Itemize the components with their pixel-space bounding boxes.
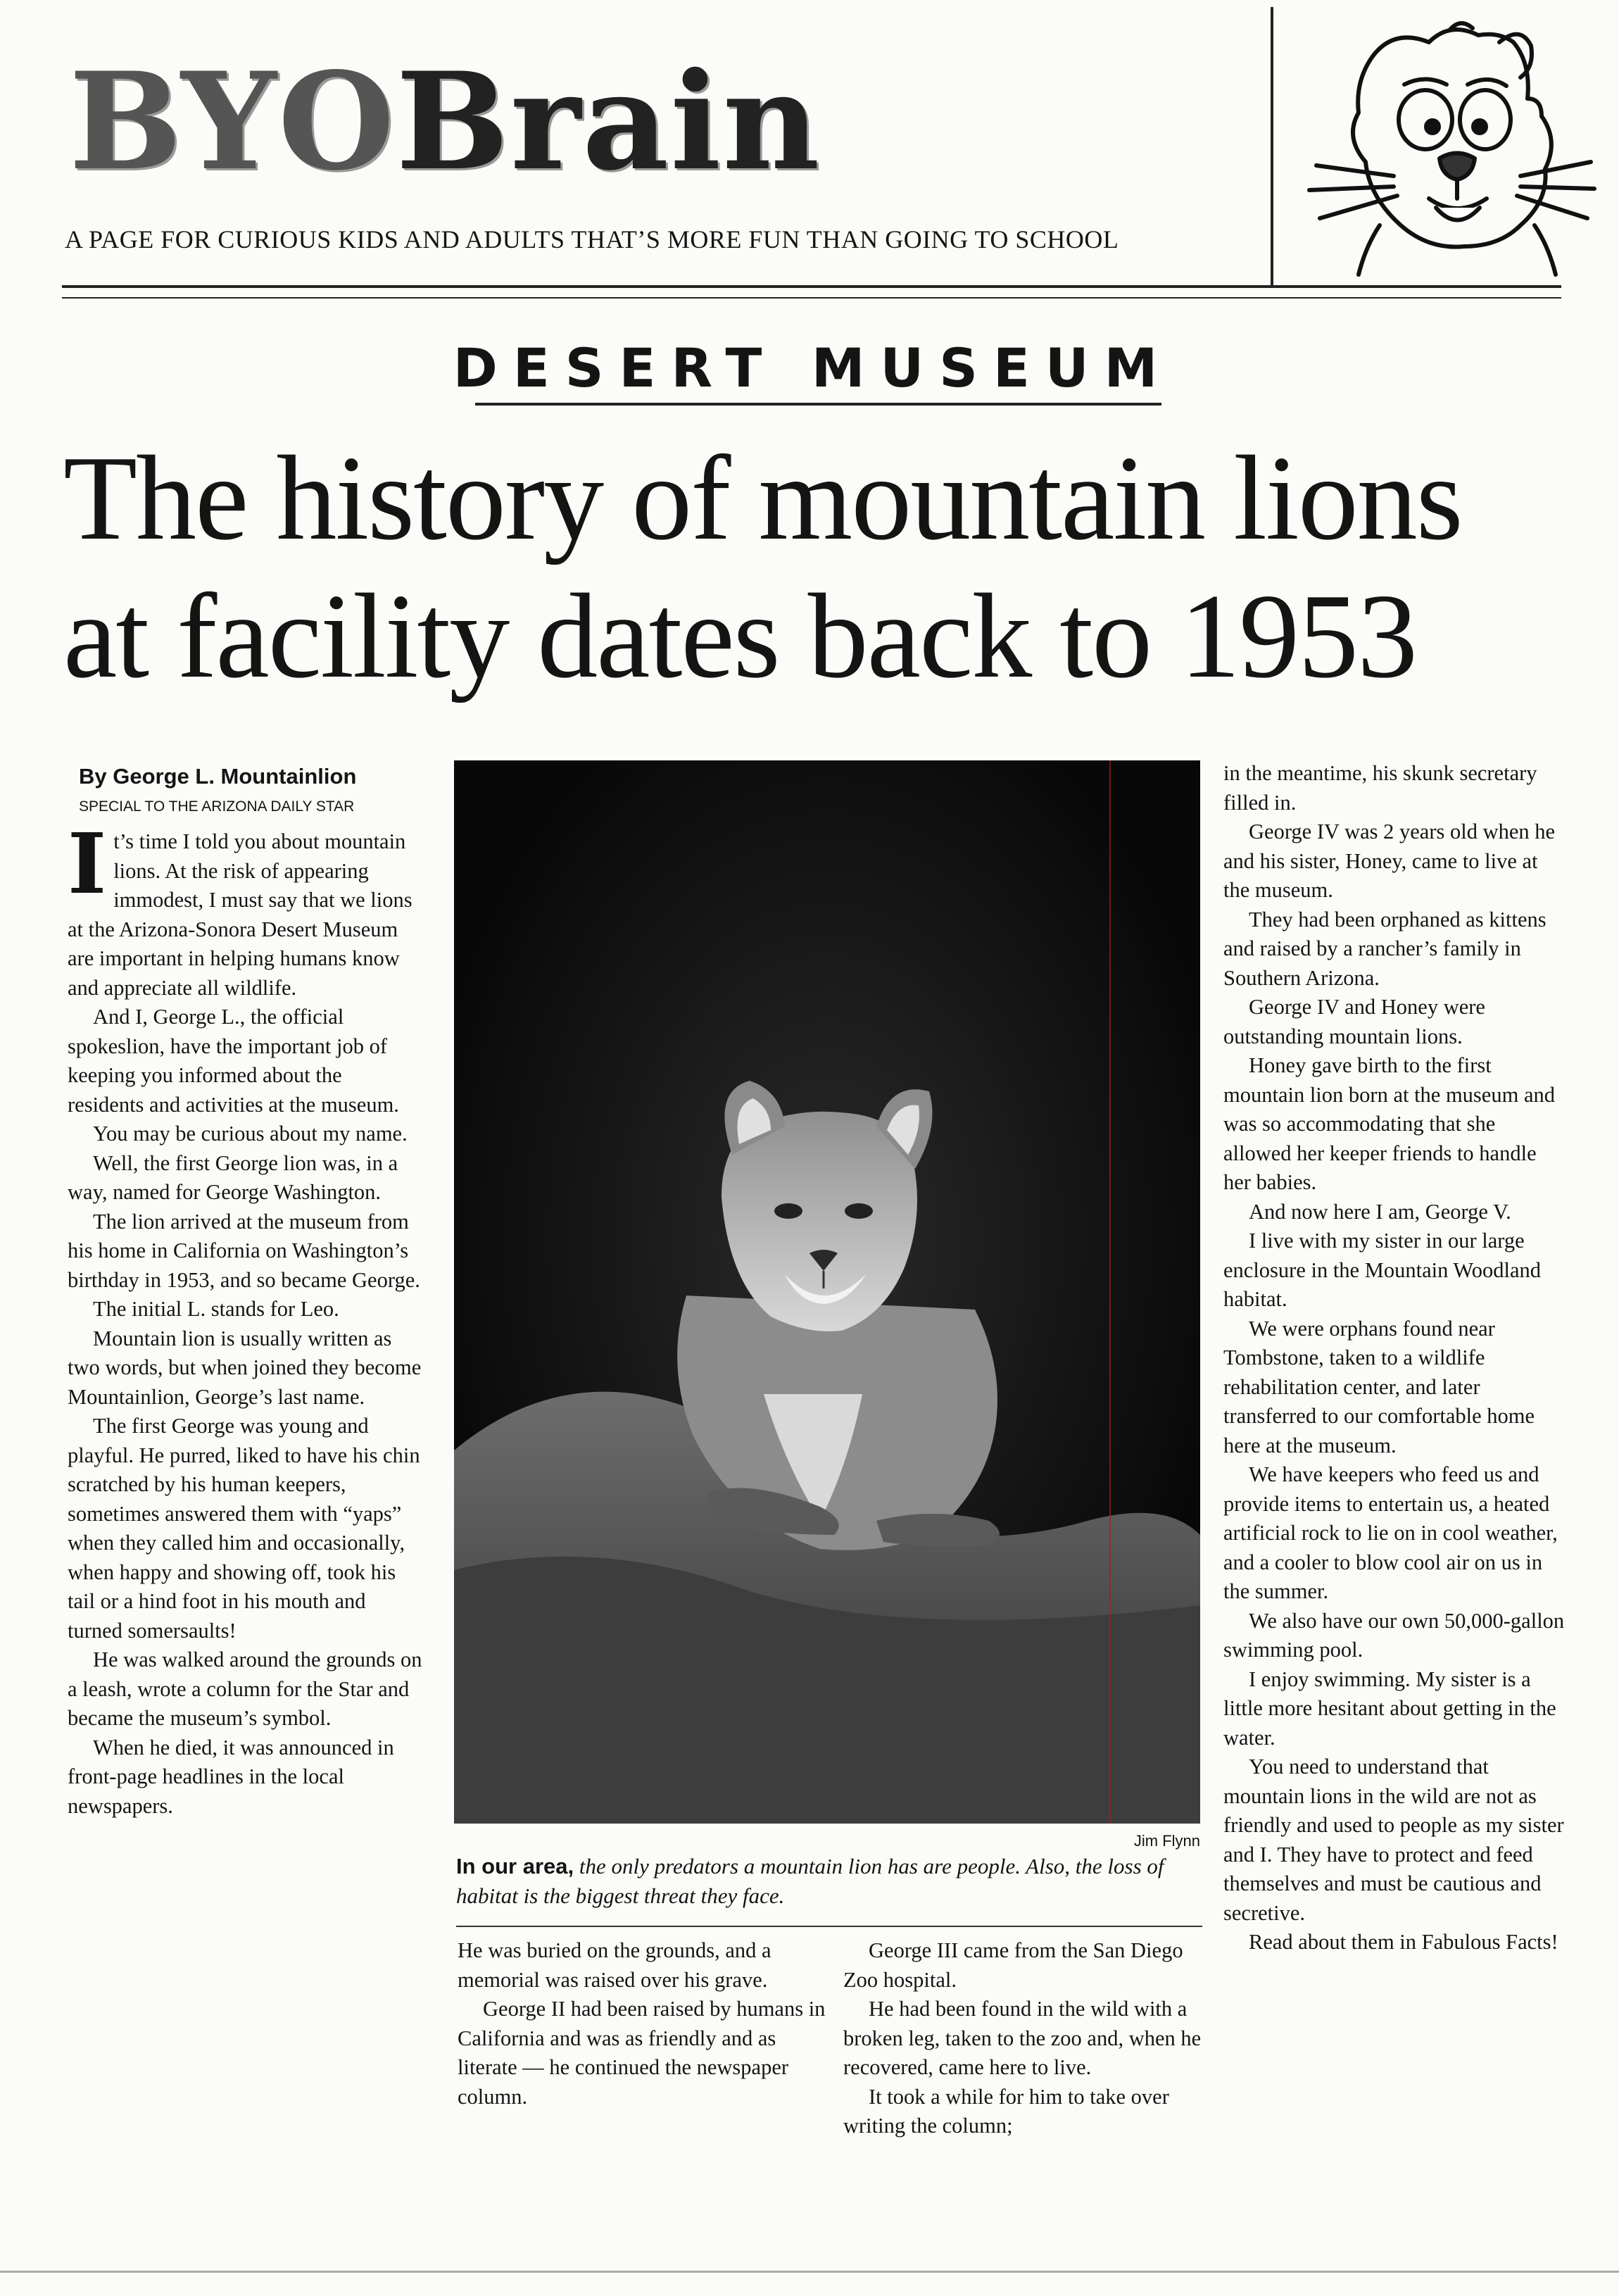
paragraph: in the meantime, his skunk secretary filled in. xyxy=(1223,761,1537,815)
paragraph: George IV was 2 years old when he and his sister, Honey, came to live at the museum. xyxy=(1223,820,1556,902)
paragraph: And now here I am, George V. xyxy=(1249,1199,1511,1224)
paragraph: The lion arrived at the museum from his home in California on Washington’s birthday in 1953, and so became George. xyxy=(68,1209,420,1292)
paragraph: He was buried on the grounds, and a memorial was raised over his grave. xyxy=(458,1938,771,1992)
article-headline xyxy=(63,429,1570,711)
article-column-1 xyxy=(68,815,423,2242)
paragraph: We also have our own 50,000-gallon swimming pool. xyxy=(1223,1608,1565,1662)
photo-scan-line xyxy=(1109,760,1111,1824)
masthead-title xyxy=(69,41,1069,203)
mountain-lion-photo xyxy=(454,760,1200,1824)
paragraph: I enjoy swimming. My sister is a little more hesitant about getting in the water. xyxy=(1223,1667,1556,1750)
caption-rule xyxy=(456,1926,1202,1927)
section-kicker: DESERT MUSEUM xyxy=(453,337,1173,399)
paragraph: He had been found in the wild with a broken leg, taken to the zoo and, when he recovered, came here to live. xyxy=(843,1997,1202,2079)
caption-text: the only predators a mountain lion has are people. Also, the loss of habitat is the biggest threat they face. xyxy=(456,1854,1164,1908)
paragraph: He was walked around the grounds on a leash, wrote a column for the Star and became the museum’s symbol. xyxy=(68,1648,422,1730)
byline: By George L. Mountainlion xyxy=(79,764,357,789)
paragraph: We have keepers who feed us and provide items to entertain us, a heated artificial rock to lie on in cool weather, and a cooler to blow cool air on us in the summer. xyxy=(1223,1462,1558,1603)
paragraph: When he died, it was announced in front-page headlines in the local newspapers. xyxy=(68,1735,394,1818)
paragraph: You may be curious about my name. xyxy=(93,1122,408,1146)
paragraph: George IV and Honey were outstanding mountain lions. xyxy=(1223,995,1485,1048)
page-bottom-rule xyxy=(0,2271,1619,2273)
article-column-2 xyxy=(458,1936,838,2239)
paragraph: It took a while for him to take over writing the column; xyxy=(843,2084,1169,2138)
paragraph: You need to understand that mountain lions in the wild are not as friendly and used to people as my sister and I. They have to protect and feed themselves and must be cautious and secretive. xyxy=(1223,1755,1564,1925)
caption-lead: In our area, xyxy=(456,1854,574,1878)
masthead-title-byo: BYO xyxy=(69,43,396,200)
kicker-underline xyxy=(475,403,1161,406)
paragraph: We were orphans found near Tombstone, taken to a wildlife rehabilitation center, and later transferred to our comfortable home here at the museum. xyxy=(1223,1316,1535,1457)
photo-caption xyxy=(456,1852,1216,1915)
article-column-4 xyxy=(1223,759,1565,2245)
paragraph: The initial L. stands for Leo. xyxy=(93,1297,339,1321)
paragraph: Honey gave birth to the first mountain lion born at the museum and was so accommodating that she allowed her keeper friends to handle her babies. xyxy=(1223,1053,1555,1194)
paragraph: They had been orphaned as kittens and raised by a rancher’s family in Southern Arizona. xyxy=(1223,907,1546,990)
masthead-tagline: A PAGE FOR CURIOUS KIDS AND ADULTS THAT’S MORE FUN THAN GOING TO SCHOOL xyxy=(65,225,1119,253)
paragraph: George II had been raised by humans in California and was as friendly and as literate — he continued the newspaper column. xyxy=(458,1997,826,2109)
headline-line-1: The history of mountain lions xyxy=(63,432,1462,565)
lion-mascot-icon xyxy=(1288,14,1598,282)
paragraph: Mountain lion is usually written as two words, but when joined they become Mountainlion, George’s last name. xyxy=(68,1326,422,1409)
drop-cap: I xyxy=(68,815,107,912)
mountain-lion-illustration xyxy=(454,760,1200,1824)
paragraph: And I, George L., the official spokeslion, have the important job of keeping you informed about the residents and activities at the museum. xyxy=(68,1005,399,1117)
byline-credit: SPECIAL TO THE ARIZONA DAILY STAR xyxy=(79,798,355,815)
masthead-divider xyxy=(1271,7,1273,287)
photo-credit: Jim Flynn xyxy=(1133,1832,1200,1850)
paragraph: The first George was young and playful. He purred, liked to have his chin scratched by his human keepers, sometimes answered them with “yaps” when they called him and occasionally, when happy and showing off, took his tail or a hind foot in his mouth and turned somersaults! xyxy=(68,1414,420,1643)
paragraph: Well, the first George lion was, in a way, named for George Washington. xyxy=(68,1150,398,1204)
article-column-3 xyxy=(843,1936,1202,2239)
masthead-rule xyxy=(62,285,1561,288)
paragraph: George III came from the San Diego Zoo hospital. xyxy=(843,1938,1183,1992)
paragraph: It’s time I told you about mountain lions. At the risk of appearing immodest, I must say that we lions at the Arizona-Sonora Desert Museum are important in helping humans know and appreciate all wildlife. xyxy=(68,815,412,1000)
paragraph: Read about them in Fabulous Facts! xyxy=(1249,1930,1558,1954)
masthead-title-brain: Brain xyxy=(396,43,821,200)
masthead-rule-thin xyxy=(62,297,1561,299)
paragraph: I live with my sister in our large enclosure in the Mountain Woodland habitat. xyxy=(1223,1229,1542,1311)
headline-line-2: at facility dates back to 1953 xyxy=(63,570,1417,703)
